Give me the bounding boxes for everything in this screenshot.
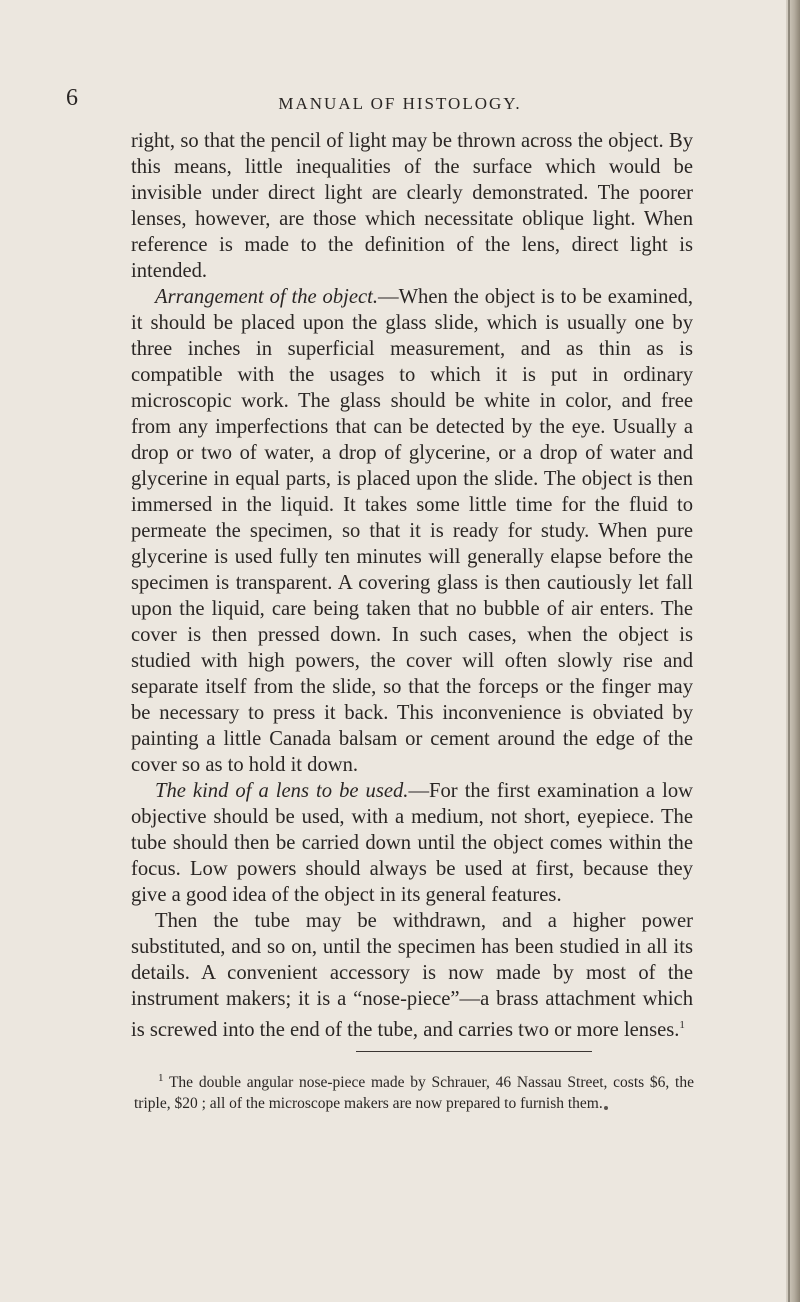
paragraph-lens-kind <box>131 778 693 908</box>
section-heading-lens-kind: The kind of a lens to be used. <box>155 780 409 802</box>
footnote-reference: 1 <box>679 1019 685 1031</box>
body-text <box>131 128 693 1043</box>
paragraph-nose-piece <box>131 908 693 1043</box>
footnote-marker: 1 <box>158 1072 164 1084</box>
running-head: MANUAL OF HISTOLOGY. <box>278 94 522 113</box>
paragraph-arrangement-body: —When the object is to be examined, it should be placed upon the glass slide, which is usually one by three inches in superficial measurement, and as thin as is compatible with the usages to which it is put in ordinary microscopic work. The glass should be white in color, and free from any imperfections that can be detected by the eye. Usually a drop or two of water, a drop of glycerine, or a drop of water and glycerine in equal parts, is placed upon the slide. The object is then immersed in the liquid. It takes some little time for the fluid to permeate the specimen, so that it is ready for study. When pure glycerine is used fully ten minutes will generally elapse before the specimen is transparent. A covering glass is then cautiously let fall upon the liquid, care being taken that no bubble of air enters. The cover is then pressed down. In such cases, when the object is studied with high powers, the cover will often slowly rise and separate itself from the slide, so that the forceps or the finger may be necessary to press it back. This inconvenience is obviated by painting a little Canada balsam or cement around the edge of the cover so as to hold it down. <box>131 286 693 776</box>
paragraph-nose-piece-body: Then the tube may be withdrawn, and a higher power substituted, and so on, until the specimen has been studied in all its details. A convenient accessory is now made by most of the instrument makers; it is a “nose-piece”—a brass attachment which is screwed into the end of the tube, and carries two or more lenses. <box>131 910 693 1041</box>
footnote-text <box>134 1068 694 1114</box>
page-edge-line <box>788 0 790 1302</box>
print-speck <box>604 1106 608 1110</box>
footnote-divider <box>356 1051 592 1052</box>
paragraph-illumination: right, so that the pencil of light may be thrown across the object. By this means, little inequalities of the surface which would be invisible under direct light are clearly demonstrated. The poorer lenses, however, are those which necessitate oblique light. When reference is made to the definition of the lens, direct light is intended. <box>131 130 693 282</box>
paragraph-lens-kind-body: —For the first examination a low objective should be used, with a medium, not short, eyepiece. The tube should then be carried down until the object comes within the focus. Low powers should always be used at first, because they give a good idea of the object in its general features. <box>131 780 693 906</box>
section-heading-arrangement: Arrangement of the object. <box>155 286 378 308</box>
paragraph-arrangement <box>131 284 693 778</box>
footnote <box>134 1068 694 1114</box>
footnote-body: The double angular nose-piece made by Schrauer, 46 Nassau Street, costs $6, the triple, $20 ; all of the microscope makers are now prepared to furnish them. <box>134 1074 694 1113</box>
page-number: 6 <box>66 85 78 111</box>
